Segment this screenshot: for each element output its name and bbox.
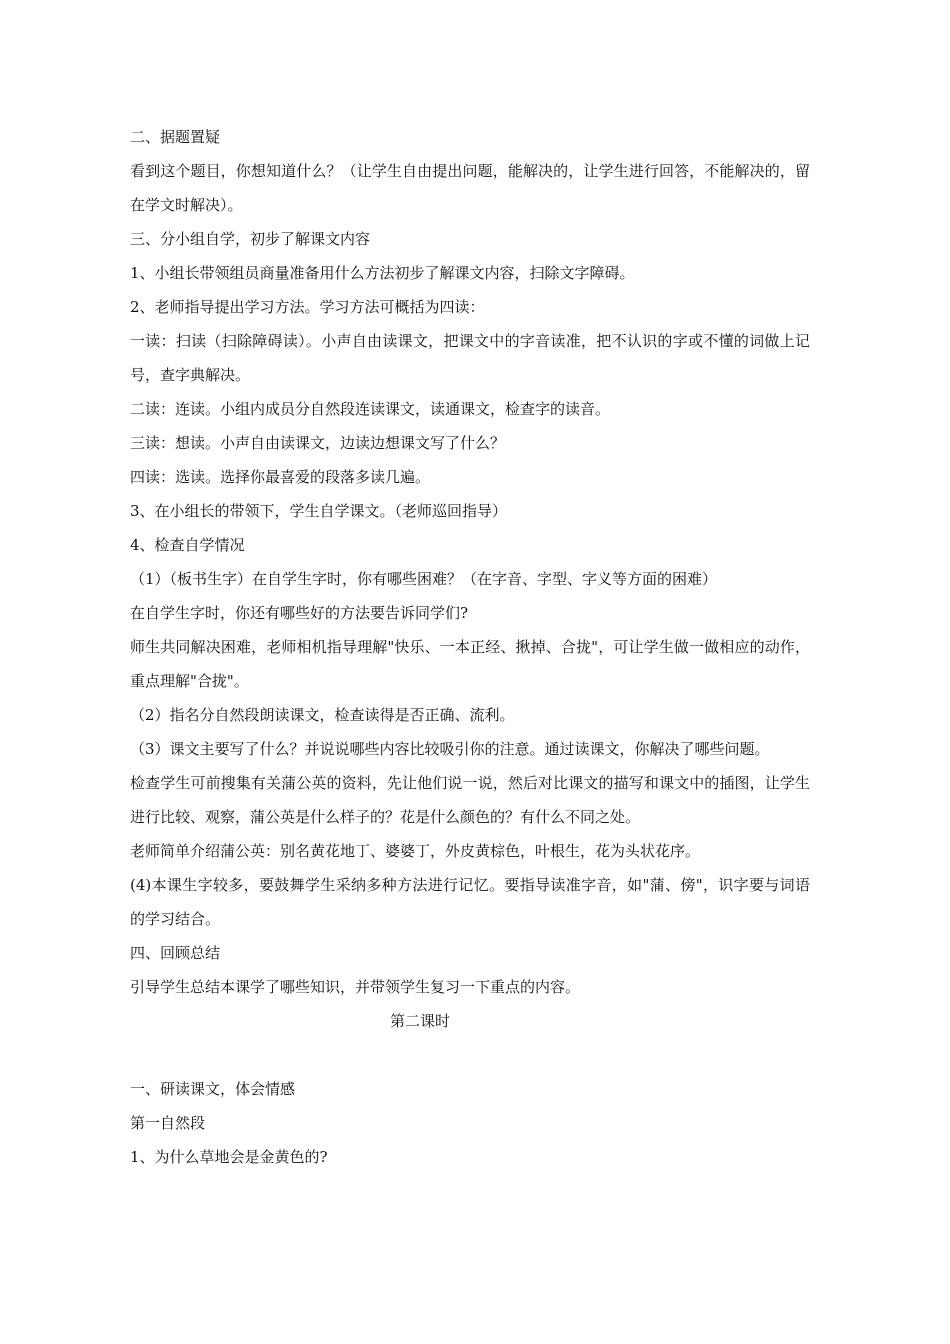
paragraph: 第一自然段 bbox=[130, 1114, 206, 1132]
paragraph: 四读：选读。选择你最喜爱的段落多读几遍。 bbox=[130, 468, 431, 486]
paragraph: 二读：连读。小组内成员分自然段连读课文，读通课文，检查字的读音。 bbox=[130, 400, 611, 418]
section-title: 第二课时 bbox=[389, 1012, 450, 1030]
paragraph: 1、小组长带领组员商量准备用什么方法初步了解课文内容，扫除文字障碍。 bbox=[130, 264, 635, 282]
document-page bbox=[130, 120, 810, 1174]
paragraph: 2、老师指导提出学习方法。学习方法可概括为四读： bbox=[130, 298, 485, 316]
paragraph: 引导学生总结本课学了哪些知识，并带领学生复习一下重点的内容。 bbox=[130, 978, 581, 996]
paragraph: （2）指名分自然段朗读课文，检查读得是否正确、流利。 bbox=[130, 706, 515, 724]
paragraph: 一读：扫读（扫除障碍读）。小声自由读课文，把课文中的字音读准，把不认识的字或不懂的词做上记号，查字典解决。 bbox=[130, 332, 810, 384]
paragraph: 1、为什么草地会是金黄色的? bbox=[130, 1148, 328, 1166]
paragraph: （1）（板书生字）在自学生字时，你有哪些困难？（在字音、字型、字义等方面的困难） bbox=[130, 570, 718, 588]
paragraph: 师生共同解决困难，老师相机指导理解"快乐、一本正经、揪掉、合拢"，可让学生做一做相应的动作，重点理解"合拢"。 bbox=[130, 638, 810, 690]
paragraph: 4、检查自学情况 bbox=[130, 536, 245, 554]
paragraph: 检查学生可前搜集有关蒲公英的资料，先让他们说一说，然后对比课文的描写和课文中的插图，让学生进行比较、观察，蒲公英是什么样子的？花是什么颜色的？有什么不同之处。 bbox=[130, 774, 810, 826]
paragraph: 看到这个题目，你想知道什么？（让学生自由提出问题，能解决的，让学生进行回答，不能解决的，留在学文时解决）。 bbox=[130, 162, 810, 214]
paragraph: 3、在小组长的带领下，学生自学课文。（老师巡回指导） bbox=[130, 502, 508, 520]
heading-4: 四、回顾总结 bbox=[130, 944, 221, 962]
paragraph: （3）课文主要写了什么？并说说哪些内容比较吸引你的注意。通过读课文，你解决了哪些问题。 bbox=[130, 740, 770, 758]
heading-1: 一、研读课文，体会情感 bbox=[130, 1080, 296, 1098]
spacer bbox=[130, 1038, 810, 1072]
paragraph: 老师简单介绍蒲公英：别名黄花地丁、婆婆丁，外皮黄棕色，叶根生，花为头状花序。 bbox=[130, 842, 701, 860]
heading-3: 三、分小组自学，初步了解课文内容 bbox=[130, 230, 371, 248]
paragraph: (4)本课生字较多，要鼓舞学生采纳多种方法进行记忆。要指导读准字音，如"蒲、傍"，识字要与词语的学习结合。 bbox=[130, 876, 810, 928]
paragraph: 在自学生字时，你还有哪些好的方法要告诉同学们? bbox=[130, 604, 469, 622]
paragraph: 三读：想读。小声自由读课文，边读边想课文写了什么？ bbox=[130, 434, 506, 452]
heading-2: 二、据题置疑 bbox=[130, 128, 221, 146]
